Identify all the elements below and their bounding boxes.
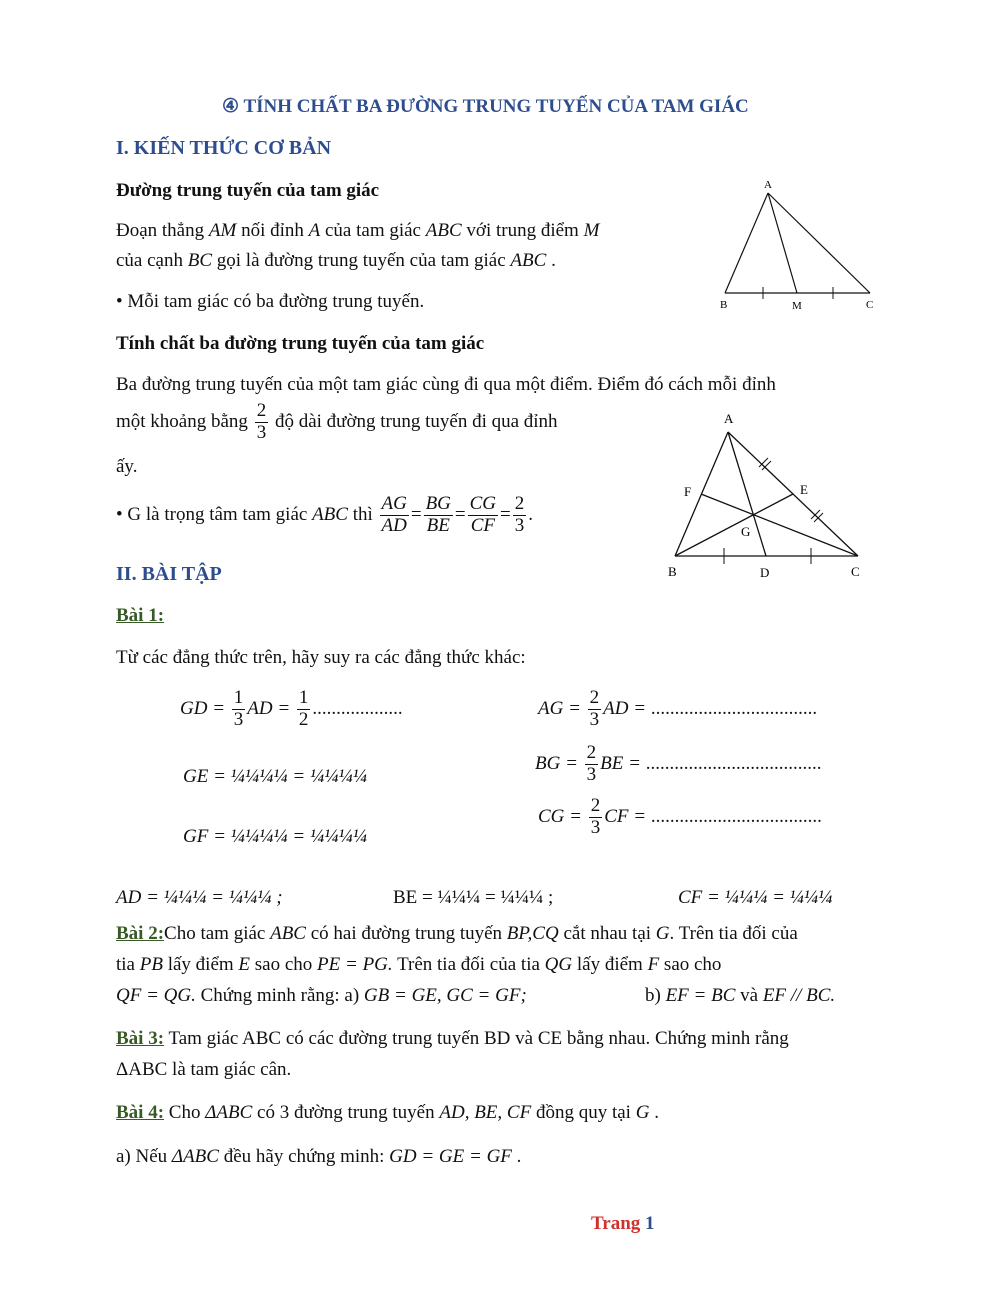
triangle-median-figure	[715, 175, 885, 315]
label-a: A	[764, 179, 772, 191]
eq-be: BE = ¼¼¼ = ¼¼¼ ;	[393, 887, 554, 908]
side-ab	[725, 193, 768, 293]
eq-cf: CF = ¼¼¼ = ¼¼¼	[678, 887, 833, 908]
eq-bg: BG = $\frac{2}{3}$ BE = .....................................	[535, 742, 822, 785]
label-d: D	[760, 565, 770, 580]
exercise-3-label: Bài 3:	[116, 1028, 165, 1049]
exercise-4-part-a: a) Nếu ΔABC đều hãy chứng minh: GD = GE = GF .	[116, 1146, 522, 1167]
definition-line-2: của cạnh BC gọi là đường trung tuyến của tam giác ABC .	[116, 250, 556, 271]
label-c: C	[866, 299, 874, 311]
label-c: C	[851, 564, 860, 579]
exercise-1-label: Bài 1:	[116, 605, 165, 626]
property-line-2: một khoảng bằng $\frac{2}{3}$ độ dài đường trung tuyến đi qua đỉnh	[116, 400, 558, 443]
section-heading-basics: I. KIẾN THỨC CƠ BẢN	[116, 137, 332, 159]
exercise-2-label: Bài 2:	[116, 923, 165, 944]
exercise-2-line-1: Bài 2:Cho tam giác ABC có hai đường trung tuyến BP,CQ cắt nhau tại G. Trên tia đối của	[116, 923, 798, 944]
label-b: B	[668, 564, 677, 579]
label-g: G	[741, 524, 751, 539]
exercise-4-label: Bài 4:	[116, 1102, 165, 1123]
page-number: Trang 1	[591, 1213, 655, 1234]
exercise-2-line-2: tia PB lấy điểm E sao cho PE = PG. Trên tia đối của tia QG lấy điểm F sao cho	[116, 954, 722, 975]
label-f: F	[684, 484, 692, 499]
exercise-1-text: Từ các đẳng thức trên, hãy suy ra các đẳng thức khác:	[116, 647, 526, 668]
exercise-3-line-1: Bài 3: Tam giác ABC có các đường trung tuyến BD và CE bằng nhau. Chứng minh rằng	[116, 1028, 789, 1049]
property-line-3: ấy.	[116, 456, 138, 477]
eq-ag: AG = $\frac{2}{3}$ AD = ...................................	[538, 687, 818, 730]
median-cf	[701, 494, 858, 556]
exercise-3-line-2: ΔABC là tam giác cân.	[116, 1059, 292, 1080]
bullet-three-medians: • Mỗi tam giác có ba đường trung tuyến.	[116, 291, 425, 312]
definition-line-1: Đoạn thẳng AM nối đỉnh A của tam giác ABC với trung điểm M	[116, 220, 600, 241]
centroid-ratio: • G là trọng tâm tam giác ABC thì $\frac{AG}{AD}$ = $\frac{BG}{BE}$ = $\frac{CG}{CF}$ = $\frac{2}{3}$ .	[116, 493, 533, 536]
eq-ad: AD = ¼¼¼ = ¼¼¼ ;	[116, 887, 283, 908]
median-be	[675, 494, 793, 556]
exercise-2-line-3: QF = QG. Chứng minh rằng: a) GB = GE, GC = GF;	[116, 985, 527, 1006]
exercise-2-part-b: b) EF = BC và EF // BC.	[645, 985, 836, 1006]
eq-cg: CG = $\frac{2}{3}$ CF = ....................................	[538, 795, 822, 838]
eq-gd: GD = $\frac{1}{3}$ AD = $\frac{1}{2}$ ...................	[180, 687, 403, 730]
subheading-median: Đường trung tuyến của tam giác	[116, 180, 380, 201]
eq-gf: GF = ¼¼¼¼ = ¼¼¼¼	[183, 826, 367, 847]
exercise-4-line-1: Bài 4: Cho ΔABC có 3 đường trung tuyến AD, BE, CF đồng quy tại G .	[116, 1102, 659, 1123]
side-ac	[768, 193, 870, 293]
centroid-figure	[660, 405, 875, 585]
page-title: ④ TÍNH CHẤT BA ĐƯỜNG TRUNG TUYẾN CỦA TAM GIÁC	[222, 96, 749, 117]
subheading-property: Tính chất ba đường trung tuyến của tam giác	[116, 333, 485, 354]
label-b: B	[720, 299, 728, 311]
eq-ge: GE = ¼¼¼¼ = ¼¼¼¼	[183, 766, 367, 787]
label-a: A	[724, 411, 734, 426]
label-m: M	[792, 300, 802, 312]
section-heading-exercises: II. BÀI TẬP	[116, 563, 222, 585]
property-line-1: Ba đường trung tuyến của một tam giác cùng đi qua một điểm. Điểm đó cách mỗi đỉnh	[116, 374, 776, 395]
label-e: E	[800, 482, 808, 497]
